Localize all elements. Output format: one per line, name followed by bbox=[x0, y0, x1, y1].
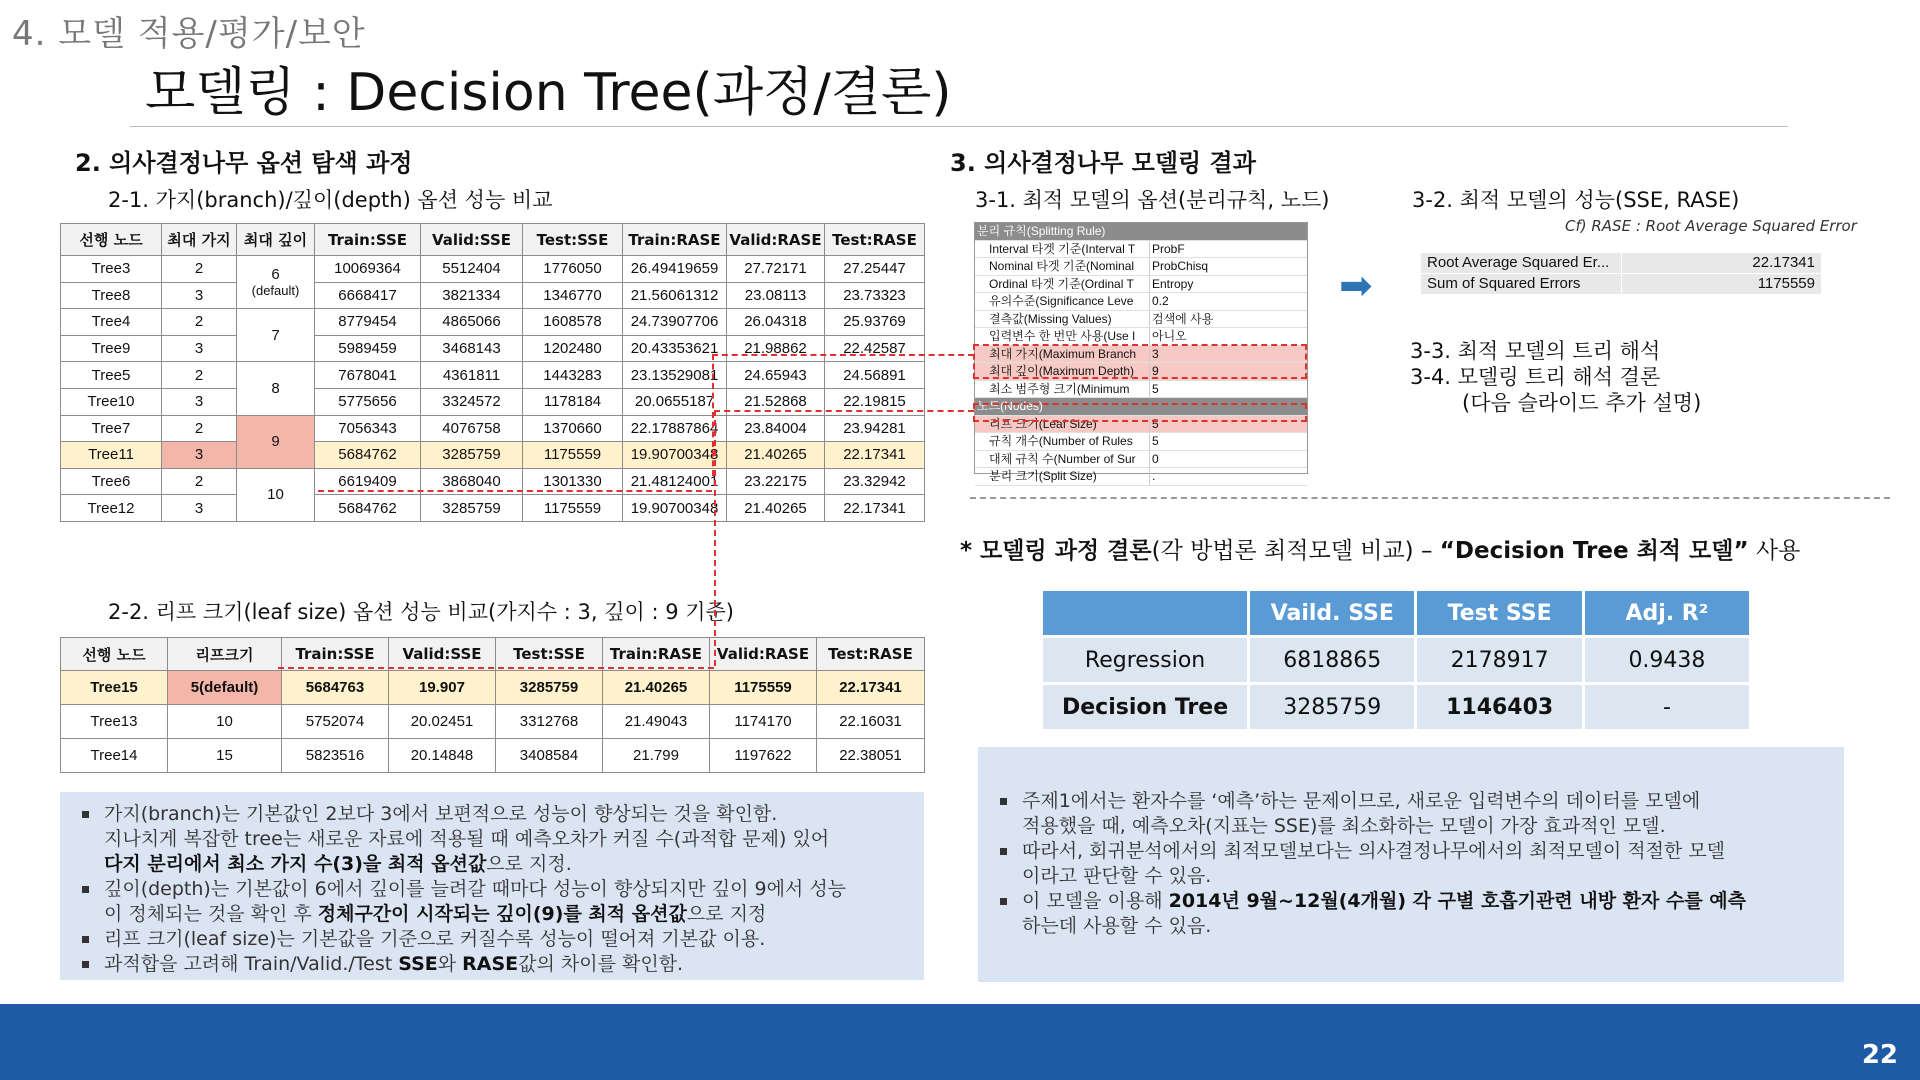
t1-node-cell: Tree5 bbox=[61, 362, 162, 389]
t1-header-cell: Test:RASE bbox=[825, 224, 925, 256]
t1-value-cell: 3821334 bbox=[421, 282, 523, 309]
t2-cell: 1175559 bbox=[710, 671, 817, 705]
cmp-header-cell: Vaild. SSE bbox=[1250, 591, 1414, 635]
t1-value-cell: 19.90700348 bbox=[623, 495, 727, 522]
note-line bbox=[104, 927, 924, 952]
t1-branch-cell: 2 bbox=[162, 309, 237, 336]
t2-header-cell: 선행 노드 bbox=[61, 638, 168, 671]
t1-branch-cell: 2 bbox=[162, 415, 237, 442]
cmp-header-cell: Adj. R² bbox=[1585, 591, 1749, 635]
t2-cell: 5752074 bbox=[282, 705, 389, 739]
leaf-size-table bbox=[60, 637, 925, 773]
option-key: 규칙 개수(Number of Rules bbox=[989, 434, 1133, 448]
note-item bbox=[104, 877, 924, 927]
note-text: RASE bbox=[462, 953, 519, 975]
option-row bbox=[975, 433, 1307, 451]
note-text: 다지 분리에서 최소 가지 수(3)을 최적 옵션값 bbox=[104, 853, 487, 875]
t2-cell: Tree15 bbox=[61, 671, 168, 705]
t1-value-cell: 23.13529081 bbox=[623, 362, 727, 389]
table-row bbox=[61, 335, 925, 362]
arrow-right-icon: ➡ bbox=[1339, 263, 1373, 309]
t1-value-cell: 21.40265 bbox=[727, 442, 825, 469]
note-line bbox=[1022, 814, 1844, 839]
option-key: Interval 타겟 기준(Interval T bbox=[989, 241, 1136, 256]
option-key: 최대 깊이(Maximum Depth) bbox=[989, 364, 1135, 378]
note-line bbox=[104, 852, 924, 877]
depth-note: (default) bbox=[251, 283, 300, 299]
t2-header-cell: Train:RASE bbox=[603, 638, 710, 671]
t1-value-cell: 1178184 bbox=[523, 388, 623, 415]
t1-value-cell: 3468143 bbox=[421, 335, 523, 362]
t1-value-cell: 4361811 bbox=[421, 362, 523, 389]
note-text: 이 모델을 이용해 bbox=[1022, 890, 1169, 912]
t1-branch-cell: 3 bbox=[162, 388, 237, 415]
t2-cell: Tree13 bbox=[61, 705, 168, 739]
t1-value-cell: 25.93769 bbox=[825, 309, 925, 336]
t2-cell: 3312768 bbox=[496, 705, 603, 739]
depth-value: 6 bbox=[271, 266, 280, 284]
note-item bbox=[104, 952, 924, 977]
cmp-cell: 1146403 bbox=[1417, 685, 1581, 729]
t1-value-cell: 22.17341 bbox=[825, 495, 925, 522]
option-value: 3 bbox=[1149, 346, 1307, 363]
t2-cell: 1174170 bbox=[710, 705, 817, 739]
depth-value: 8 bbox=[271, 379, 280, 397]
performance-panel bbox=[1421, 253, 1821, 295]
left-sub2: 2-2. 리프 크기(leaf size) 옵션 성능 비교(가지수 : 3, 깊이 : 9 기준) bbox=[108, 600, 734, 624]
t1-value-cell: 24.56891 bbox=[825, 362, 925, 389]
t1-value-cell: 22.19815 bbox=[825, 388, 925, 415]
t2-header-cell: Train:SSE bbox=[282, 638, 389, 671]
t1-value-cell: 23.84004 bbox=[727, 415, 825, 442]
t1-value-cell: 1175559 bbox=[523, 442, 623, 469]
cmp-cell: 6818865 bbox=[1250, 638, 1414, 682]
note-line bbox=[104, 877, 924, 902]
t1-value-cell: 21.98862 bbox=[727, 335, 825, 362]
t1-value-cell: 23.94281 bbox=[825, 415, 925, 442]
t2-cell: 22.38051 bbox=[817, 739, 925, 773]
t1-branch-cell: 3 bbox=[162, 495, 237, 522]
t2-cell: 5684763 bbox=[282, 671, 389, 705]
t1-value-cell: 20.43353621 bbox=[623, 335, 727, 362]
highlight-box-leaf bbox=[973, 403, 1307, 422]
note-item bbox=[1022, 839, 1844, 889]
t1-value-cell: 26.49419659 bbox=[623, 256, 727, 283]
t1-value-cell: 3285759 bbox=[421, 442, 523, 469]
right-divider bbox=[970, 497, 1890, 499]
option-value: 검색에 사용 bbox=[1149, 311, 1307, 328]
t1-depth-cell bbox=[237, 415, 315, 468]
t1-value-cell: 1608578 bbox=[523, 309, 623, 336]
t1-branch-cell: 3 bbox=[162, 335, 237, 362]
t1-value-cell: 21.40265 bbox=[727, 495, 825, 522]
t1-value-cell: 19.90700348 bbox=[623, 442, 727, 469]
table-row bbox=[61, 309, 925, 336]
t1-value-cell: 10069364 bbox=[315, 256, 421, 283]
option-row bbox=[975, 241, 1307, 259]
t1-value-cell: 1443283 bbox=[523, 362, 623, 389]
t1-value-cell: 23.73323 bbox=[825, 282, 925, 309]
t1-value-cell: 1301330 bbox=[523, 468, 623, 495]
left-notes-box bbox=[60, 792, 924, 980]
depth-value: 9 bbox=[271, 433, 280, 451]
t1-value-cell: 4076758 bbox=[421, 415, 523, 442]
note-line bbox=[1022, 914, 1844, 939]
table-row bbox=[61, 282, 925, 309]
note-text: 지나치게 복잡한 tree는 새로운 자료에 적용될 때 예측오차가 커질 수(과적합 문제) 있어 bbox=[104, 828, 830, 850]
depth-value: 10 bbox=[267, 486, 284, 504]
t1-value-cell: 26.04318 bbox=[727, 309, 825, 336]
t1-branch-cell: 2 bbox=[162, 468, 237, 495]
conclusion-line bbox=[960, 532, 1800, 565]
note-line bbox=[1022, 864, 1844, 889]
cmp-cell: 3285759 bbox=[1250, 685, 1414, 729]
t1-branch-cell: 3 bbox=[162, 442, 237, 469]
t1-value-cell: 22.17341 bbox=[825, 442, 925, 469]
t1-value-cell: 21.48124001 bbox=[623, 468, 727, 495]
option-key: Ordinal 타겟 기준(Ordinal T bbox=[989, 276, 1134, 291]
note-line bbox=[104, 952, 924, 977]
t2-cell: 19.907 bbox=[389, 671, 496, 705]
option-key: 분리 크기(Split Size) bbox=[989, 469, 1097, 483]
option-key: 대체 규칙 수(Number of Sur bbox=[989, 451, 1136, 466]
t1-value-cell: 1202480 bbox=[523, 335, 623, 362]
highlight-dash-tree15 bbox=[278, 667, 714, 669]
t1-node-cell: Tree8 bbox=[61, 282, 162, 309]
option-row bbox=[975, 258, 1307, 276]
option-key: 분리 규칙(Splitting Rule) bbox=[977, 224, 1106, 238]
highlight-dash-leaf bbox=[714, 410, 716, 666]
option-row bbox=[975, 468, 1307, 486]
t1-header-cell: Train:SSE bbox=[315, 224, 421, 256]
t1-value-cell: 5684762 bbox=[315, 495, 421, 522]
note-text: SSE bbox=[398, 953, 438, 975]
table-row bbox=[61, 362, 925, 389]
option-row bbox=[975, 276, 1307, 294]
option-value: 5 bbox=[1149, 381, 1307, 398]
perf-value: 1175559 bbox=[1757, 275, 1815, 292]
depth-value: 7 bbox=[271, 326, 280, 344]
t2-cell: 10 bbox=[168, 705, 282, 739]
footer-bar bbox=[0, 1004, 1920, 1080]
t1-header-cell: Test:SSE bbox=[523, 224, 623, 256]
t1-depth-cell bbox=[237, 468, 315, 521]
option-value: 0.2 bbox=[1149, 293, 1307, 310]
note-text: 으로 지정 bbox=[686, 903, 767, 925]
note-text: 가지(branch)는 기본값인 2보다 3에서 보편적으로 성능이 향상되는 것을 확인함. bbox=[104, 803, 778, 825]
conclusion-quote: “Decision Tree 최적 모델” bbox=[1439, 538, 1749, 564]
perf-value: 22.17341 bbox=[1752, 254, 1815, 271]
t2-cell: 21.49043 bbox=[603, 705, 710, 739]
conclusion-end: 사용 bbox=[1748, 538, 1801, 564]
cmp-cell: 2178917 bbox=[1417, 638, 1581, 682]
t1-header-cell: 선행 노드 bbox=[61, 224, 162, 256]
option-value: 5 bbox=[1149, 433, 1307, 450]
t1-header-cell: Valid:SSE bbox=[421, 224, 523, 256]
table-row bbox=[61, 671, 925, 705]
t1-node-cell: Tree7 bbox=[61, 415, 162, 442]
table-row bbox=[61, 415, 925, 442]
model-comparison-table bbox=[1040, 588, 1752, 732]
t1-value-cell: 22.17887864 bbox=[623, 415, 727, 442]
t1-value-cell: 7678041 bbox=[315, 362, 421, 389]
t1-value-cell: 23.08113 bbox=[727, 282, 825, 309]
note-item bbox=[1022, 889, 1844, 939]
option-key: 입력변수 한 번만 사용(Use I bbox=[989, 329, 1136, 343]
t1-value-cell: 6619409 bbox=[315, 468, 421, 495]
t1-value-cell: 24.65943 bbox=[727, 362, 825, 389]
note-text: 으로 지정. bbox=[486, 853, 572, 875]
note-item bbox=[104, 802, 924, 877]
t1-depth-cell bbox=[237, 362, 315, 415]
t2-cell: 3408584 bbox=[496, 739, 603, 773]
t1-header-cell: Valid:RASE bbox=[727, 224, 825, 256]
option-value: 5 bbox=[1149, 416, 1307, 433]
note-line bbox=[1022, 839, 1844, 864]
t1-value-cell: 21.52868 bbox=[727, 388, 825, 415]
note-text: 이라고 판단할 수 있음. bbox=[1022, 865, 1212, 887]
right-notes-box bbox=[978, 747, 1844, 982]
t1-value-cell: 8779454 bbox=[315, 309, 421, 336]
title-divider bbox=[130, 126, 1788, 127]
t2-header-cell: Valid:SSE bbox=[389, 638, 496, 671]
note-item bbox=[1022, 789, 1844, 839]
options-panel bbox=[974, 222, 1308, 483]
t1-header-cell: Train:RASE bbox=[623, 224, 727, 256]
perf-row bbox=[1421, 274, 1821, 295]
highlight-dash-to-leaf bbox=[714, 410, 974, 412]
option-key: 최대 가지(Maximum Branch bbox=[989, 346, 1137, 361]
note-text: 정체구간이 시작되는 깊이(9)를 최적 옵션값 bbox=[317, 903, 687, 925]
t1-value-cell: 21.56061312 bbox=[623, 282, 727, 309]
option-row bbox=[975, 328, 1307, 346]
page-number: 22 bbox=[1861, 1040, 1898, 1070]
note-text: 적용했을 때, 예측오차(지표는 SSE)를 최소화하는 모델이 가장 효과적인 모델. bbox=[1022, 815, 1666, 837]
highlight-box-branch-depth bbox=[973, 344, 1307, 379]
cmp-cell: - bbox=[1585, 685, 1749, 729]
note-line bbox=[1022, 889, 1844, 914]
t1-depth-cell bbox=[237, 256, 315, 309]
t1-branch-cell: 3 bbox=[162, 282, 237, 309]
t1-value-cell: 5512404 bbox=[421, 256, 523, 283]
note-text: 주제1에서는 환자수를 ‘예측’하는 문제이므로, 새로운 입력변수의 데이터를 모델에 bbox=[1022, 790, 1701, 812]
t2-cell: 5823516 bbox=[282, 739, 389, 773]
note-line bbox=[104, 827, 924, 852]
perf-key: Sum of Squared Errors bbox=[1421, 274, 1622, 294]
t1-value-cell: 7056343 bbox=[315, 415, 421, 442]
table-row bbox=[61, 705, 925, 739]
t1-value-cell: 1776050 bbox=[523, 256, 623, 283]
t1-value-cell: 23.32942 bbox=[825, 468, 925, 495]
note-line bbox=[1022, 789, 1844, 814]
t1-value-cell: 24.73907706 bbox=[623, 309, 727, 336]
t1-node-cell: Tree3 bbox=[61, 256, 162, 283]
left-sub1: 2-1. 가지(branch)/깊이(depth) 옵션 성능 비교 bbox=[108, 188, 553, 212]
t1-node-cell: Tree4 bbox=[61, 309, 162, 336]
note-line bbox=[104, 902, 924, 927]
note-line bbox=[104, 802, 924, 827]
t1-header-cell: 최대 깊이 bbox=[237, 224, 315, 256]
option-value: 아니오 bbox=[1149, 328, 1307, 345]
t1-value-cell: 1346770 bbox=[523, 282, 623, 309]
cmp-header-cell: Test SSE bbox=[1417, 591, 1581, 635]
t1-value-cell: 5989459 bbox=[315, 335, 421, 362]
option-value: . bbox=[1149, 468, 1307, 485]
note-text: 리프 크기(leaf size)는 기본값을 기준으로 커질수록 성능이 떨어져 기본값 이용. bbox=[104, 928, 766, 950]
t2-cell: 22.16031 bbox=[817, 705, 925, 739]
table-row bbox=[1043, 685, 1749, 729]
t1-value-cell: 20.0655187 bbox=[623, 388, 727, 415]
cmp-header-cell bbox=[1043, 591, 1247, 635]
t1-node-cell: Tree10 bbox=[61, 388, 162, 415]
cmp-cell: Regression bbox=[1043, 638, 1247, 682]
t1-value-cell: 22.42587 bbox=[825, 335, 925, 362]
section-label: 4. 모델 적용/평가/보안 bbox=[12, 14, 366, 54]
t2-cell: 21.40265 bbox=[603, 671, 710, 705]
option-row bbox=[975, 293, 1307, 311]
table-row bbox=[61, 256, 925, 283]
t2-cell: 15 bbox=[168, 739, 282, 773]
option-row bbox=[975, 223, 1307, 241]
t1-node-cell: Tree9 bbox=[61, 335, 162, 362]
t2-cell: 20.02451 bbox=[389, 705, 496, 739]
note-item bbox=[104, 927, 924, 952]
note-text: 2014년 9월~12월(4개월) 각 구별 호흡기관련 내방 환자 수를 예측 bbox=[1168, 890, 1747, 912]
table-row bbox=[61, 495, 925, 522]
t1-value-cell: 3285759 bbox=[421, 495, 523, 522]
option-key: 최소 범주형 크기(Minimum bbox=[989, 381, 1130, 396]
note-text: 하는데 사용할 수 있음. bbox=[1022, 915, 1212, 937]
right-sub4-note: (다음 슬라이드 추가 설명) bbox=[1462, 391, 1702, 415]
note-text: 따라서, 회귀분석에서의 최적모델보다는 의사결정나무에서의 최적모델이 적절한 모델 bbox=[1022, 840, 1726, 862]
note-text: 과적합을 고려해 Train/Valid./Test bbox=[104, 953, 399, 975]
t1-branch-cell: 2 bbox=[162, 362, 237, 389]
t2-cell: 1197622 bbox=[710, 739, 817, 773]
option-value: Entropy bbox=[1149, 276, 1307, 293]
t1-value-cell: 6668417 bbox=[315, 282, 421, 309]
table-row bbox=[61, 739, 925, 773]
perf-row bbox=[1421, 253, 1821, 274]
t2-cell: 20.14848 bbox=[389, 739, 496, 773]
option-key: 유의수준(Significance Leve bbox=[989, 294, 1134, 308]
table-row bbox=[1043, 638, 1749, 682]
t2-cell: 21.799 bbox=[603, 739, 710, 773]
perf-key: Root Average Squared Er... bbox=[1421, 253, 1622, 273]
t1-value-cell: 27.72171 bbox=[727, 256, 825, 283]
t1-depth-cell bbox=[237, 309, 315, 362]
t1-value-cell: 4865066 bbox=[421, 309, 523, 336]
t2-cell: 5(default) bbox=[168, 671, 282, 705]
conclusion-star: * bbox=[960, 538, 981, 564]
option-value: 9 bbox=[1149, 363, 1307, 380]
rase-note: Cf) RASE : Root Average Squared Error bbox=[1565, 217, 1857, 235]
t2-header-cell: Test:RASE bbox=[817, 638, 925, 671]
page-title: 모델링 : Decision Tree(과정/결론) bbox=[145, 63, 952, 123]
cmp-cell: 0.9438 bbox=[1585, 638, 1749, 682]
right-heading: 3. 의사결정나무 모델링 결과 bbox=[950, 149, 1256, 177]
t1-node-cell: Tree11 bbox=[61, 442, 162, 469]
option-key: 노드(Nodes) bbox=[977, 399, 1043, 413]
option-key: Nominal 타겟 기준(Nominal bbox=[989, 259, 1135, 273]
right-sub4: 3-4. 모델링 트리 해석 결론 bbox=[1410, 365, 1661, 389]
t2-header-cell: Test:SSE bbox=[496, 638, 603, 671]
option-value: ProbChisq bbox=[1149, 258, 1307, 275]
option-key: 결측값(Missing Values) bbox=[989, 311, 1112, 326]
option-row bbox=[975, 381, 1307, 399]
t1-value-cell: 3868040 bbox=[421, 468, 523, 495]
cmp-cell: Decision Tree bbox=[1043, 685, 1247, 729]
right-sub3: 3-3. 최적 모델의 트리 해석 bbox=[1410, 339, 1661, 363]
option-value: 0 bbox=[1149, 451, 1307, 468]
t2-header-cell: 리프크기 bbox=[168, 638, 282, 671]
option-row bbox=[975, 451, 1307, 469]
conclusion-mid: (각 방법론 최적모델 비교) – bbox=[1151, 538, 1440, 564]
t1-value-cell: 5775656 bbox=[315, 388, 421, 415]
t1-value-cell: 27.25447 bbox=[825, 256, 925, 283]
t1-value-cell: 5684762 bbox=[315, 442, 421, 469]
t1-value-cell: 1175559 bbox=[523, 495, 623, 522]
option-row bbox=[975, 311, 1307, 329]
t1-value-cell: 3324572 bbox=[421, 388, 523, 415]
t1-value-cell: 23.22175 bbox=[727, 468, 825, 495]
t1-branch-cell: 2 bbox=[162, 256, 237, 283]
highlight-dash-to-options bbox=[712, 354, 974, 356]
option-value: ProbF bbox=[1149, 241, 1307, 258]
conclusion-bold: 모델링 과정 결론 bbox=[980, 538, 1152, 564]
t2-cell: 22.17341 bbox=[817, 671, 925, 705]
t2-header-cell: Valid:RASE bbox=[710, 638, 817, 671]
t2-cell: Tree14 bbox=[61, 739, 168, 773]
t1-header-cell: 최대 가지 bbox=[162, 224, 237, 256]
t2-cell: 3285759 bbox=[496, 671, 603, 705]
note-text: 깊이(depth)는 기본값이 6에서 깊이를 늘려갈 때마다 성능이 향상되지만 깊이 9에서 성능 bbox=[104, 878, 847, 900]
highlight-dash-tree11 bbox=[318, 476, 712, 492]
table-row bbox=[61, 442, 925, 469]
note-text: 이 정체되는 것을 확인 후 bbox=[104, 903, 318, 925]
note-text: 와 bbox=[437, 953, 463, 975]
t1-node-cell: Tree6 bbox=[61, 468, 162, 495]
left-heading: 2. 의사결정나무 옵션 탐색 과정 bbox=[75, 149, 413, 177]
t1-node-cell: Tree12 bbox=[61, 495, 162, 522]
right-sub1: 3-1. 최적 모델의 옵션(분리규칙, 노드) bbox=[975, 188, 1330, 212]
option-key: 리프 크기(Leaf Size) bbox=[989, 416, 1097, 431]
note-text: 값의 차이를 확인함. bbox=[518, 953, 684, 975]
right-sub2: 3-2. 최적 모델의 성능(SSE, RASE) bbox=[1412, 188, 1740, 212]
t1-value-cell: 1370660 bbox=[523, 415, 623, 442]
